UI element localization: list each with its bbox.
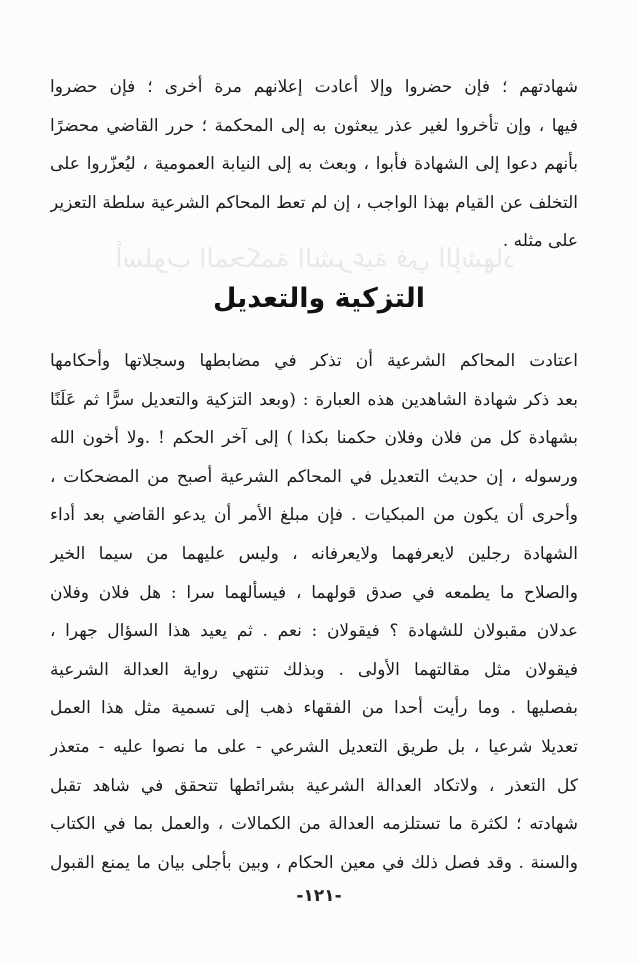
text-line: الشهادة رجلين لايعرفهما ولايعرفانه ، وليس عليهما من سيما الخير [50,543,578,564]
text-line: شهادته ؛ لكثرة ما تستلزمه العدالة من الكمالات ، والعمل بما في الكتاب [50,814,578,835]
text-line: ورسوله ، إن حديث التعديل في المحاكم الشرعية أصبح من المضحكات ، [50,466,578,487]
show-through-text: أسلوب المحكمة الشرعية في الإشهاد [115,244,515,274]
text-line: عدلان مقبولان للشهادة ؟ فيقولان : نعم . ثم يعيد هذا السؤال جهرا ، [50,621,578,642]
text-line: بفصليها . وما رأيت أحدا من الفقهاء ذهب إلى تسمية مثل هذا العمل [50,698,578,719]
text-line: والسنة . وقد فصل ذلك في معين الحكام ، وبين بأجلى بيان ما يمنع القبول [50,852,578,873]
text-line: شهادتهم ؛ فإن حضروا وإلا أعادت إعلانهم مرة أخرى ؛ فإن حضروا [50,77,578,97]
text-line: فيها ، وإن تأخروا لغير عذر يبعثون به إلى المحكمة ؛ حرر القاضي محضرًا [50,115,578,136]
text-line: اعتادت المحاكم الشرعية أن تذكر في مضابطها وسجلاتها وأحكامها [50,351,578,371]
section-heading: التزكية والتعديل [213,283,425,314]
text-line: بأنهم دعوا إلى الشهادة فأبوا ، وبعث به إلى النيابة العمومية ، ليُعزّروا على [50,154,578,175]
text-line: والصلاح ما يطمعه في صدق قولهما ، فيسألهما سرا : هل فلان وفلان [50,582,578,603]
text-line: تعديلا شرعيا ، بل طريق التعديل الشرعي - على ما نصوا عليه - متعذر [50,736,578,757]
text-line: بعد ذكر شهادة الشاهدين هذه العبارة : (وبعد التزكية والتعديل سرًّا ثم عَلَنًا [50,389,578,410]
text-line: بشهادة كل من فلان وفلان حكمنا بكذا ) إلى آخر الحكم ! .ولا أخون الله [50,428,578,449]
page-number: -١٢١- [296,886,342,906]
paragraph-witness-summons [50,68,578,261]
text-line: كل التعذر ، ولاتكاد العدالة الشرعية بشرائطها تتحقق في شاهد تقبل [50,775,578,796]
text-line: وأحرى أن يكون من المبكيات . فإن مبلغ الأمر أن يدعو القاضي بعد أداء [50,505,578,526]
text-line: التخلف عن القيام بهذا الواجب ، إن لم تعط المحاكم الشرعية سلطة التعزير [50,192,578,213]
text-line: فيقولان مثل مقالتهما الأولى . وبذلك تنتهي رواية العدالة الشرعية [50,659,578,680]
text-line: على مثله . [502,231,578,252]
paragraph-tazkiya [50,342,578,882]
